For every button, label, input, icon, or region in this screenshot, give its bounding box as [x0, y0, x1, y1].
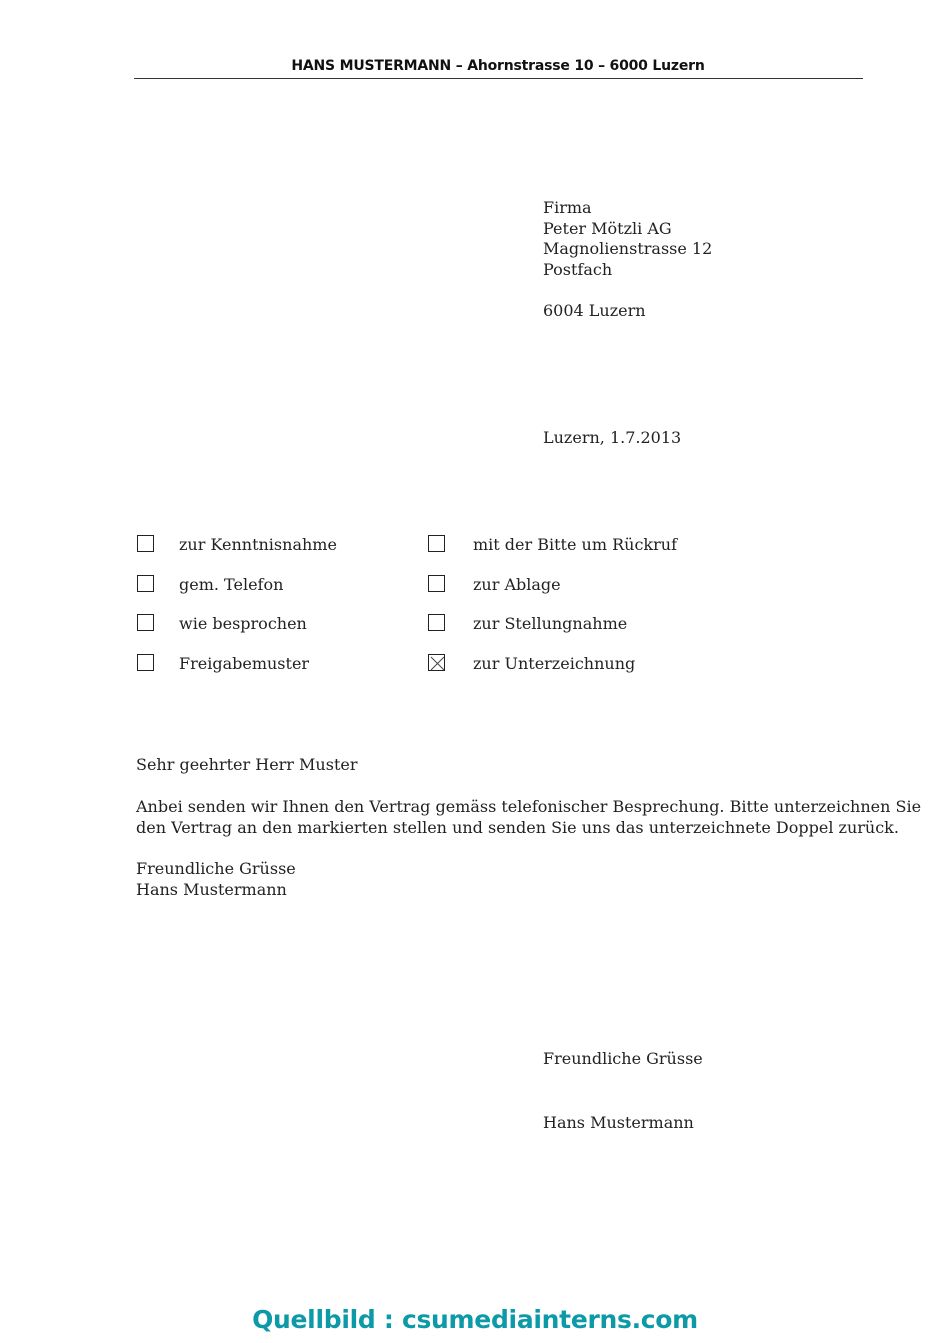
checkbox-unterzeichnung[interactable]	[428, 654, 445, 671]
checkbox-label: Freigabemuster	[179, 654, 310, 673]
letter-date: Luzern, 1.7.2013	[543, 428, 682, 447]
checkbox-label: zur Ablage	[473, 575, 561, 594]
checkbox-label: wie besprochen	[179, 614, 307, 633]
checkbox-kenntnisnahme[interactable]	[137, 535, 154, 552]
body-line: den Vertrag an den markierten stellen und senden Sie uns das unterzeichnete Doppel zurück.	[136, 818, 899, 837]
checkbox-label: mit der Bitte um Rückruf	[473, 535, 677, 554]
recipient-line: Magnolienstrasse 12	[543, 239, 713, 258]
recipient-line: Postfach	[543, 259, 613, 279]
recipient-line: 6004 Luzern	[543, 300, 646, 320]
recipient-line: Firma	[543, 198, 592, 217]
sender-header: HANS MUSTERMANN – Ahornstrasse 10 – 6000 Luzern	[291, 58, 705, 74]
body-line: Anbei senden wir Ihnen den Vertrag gemäss telefonischer Besprechung. Bitte unterzeichnen Sie	[136, 797, 922, 816]
checkmark-x-icon	[429, 655, 446, 672]
checkbox-telefon[interactable]	[137, 575, 154, 592]
checkbox-label: zur Kenntnisnahme	[179, 535, 337, 554]
checkbox-stellungnahme[interactable]	[428, 614, 445, 631]
recipient-address	[543, 198, 712, 321]
checkbox-label: zur Stellungnahme	[473, 614, 628, 633]
checkbox-label: gem. Telefon	[179, 575, 284, 594]
letter-body	[136, 796, 921, 838]
closing-line: Freundliche Grüsse	[136, 859, 296, 878]
checkbox-freigabemuster[interactable]	[137, 654, 154, 671]
checkbox-ablage[interactable]	[428, 575, 445, 592]
recipient-line	[543, 280, 712, 301]
checkbox-besprochen[interactable]	[137, 614, 154, 631]
closing-line: Hans Mustermann	[136, 880, 287, 899]
salutation: Sehr geehrter Herr Muster	[136, 755, 358, 774]
letter-closing	[136, 858, 296, 900]
signature-name: Hans Mustermann	[543, 1113, 694, 1132]
recipient-line: Peter Mötzli AG	[543, 218, 672, 238]
checkbox-rueckruf[interactable]	[428, 535, 445, 552]
checkbox-label: zur Unterzeichnung	[473, 654, 636, 673]
signature-closing: Freundliche Grüsse	[543, 1049, 703, 1068]
header-divider	[134, 78, 863, 79]
source-watermark: Quellbild : csumediainterns.com	[252, 1305, 698, 1334]
